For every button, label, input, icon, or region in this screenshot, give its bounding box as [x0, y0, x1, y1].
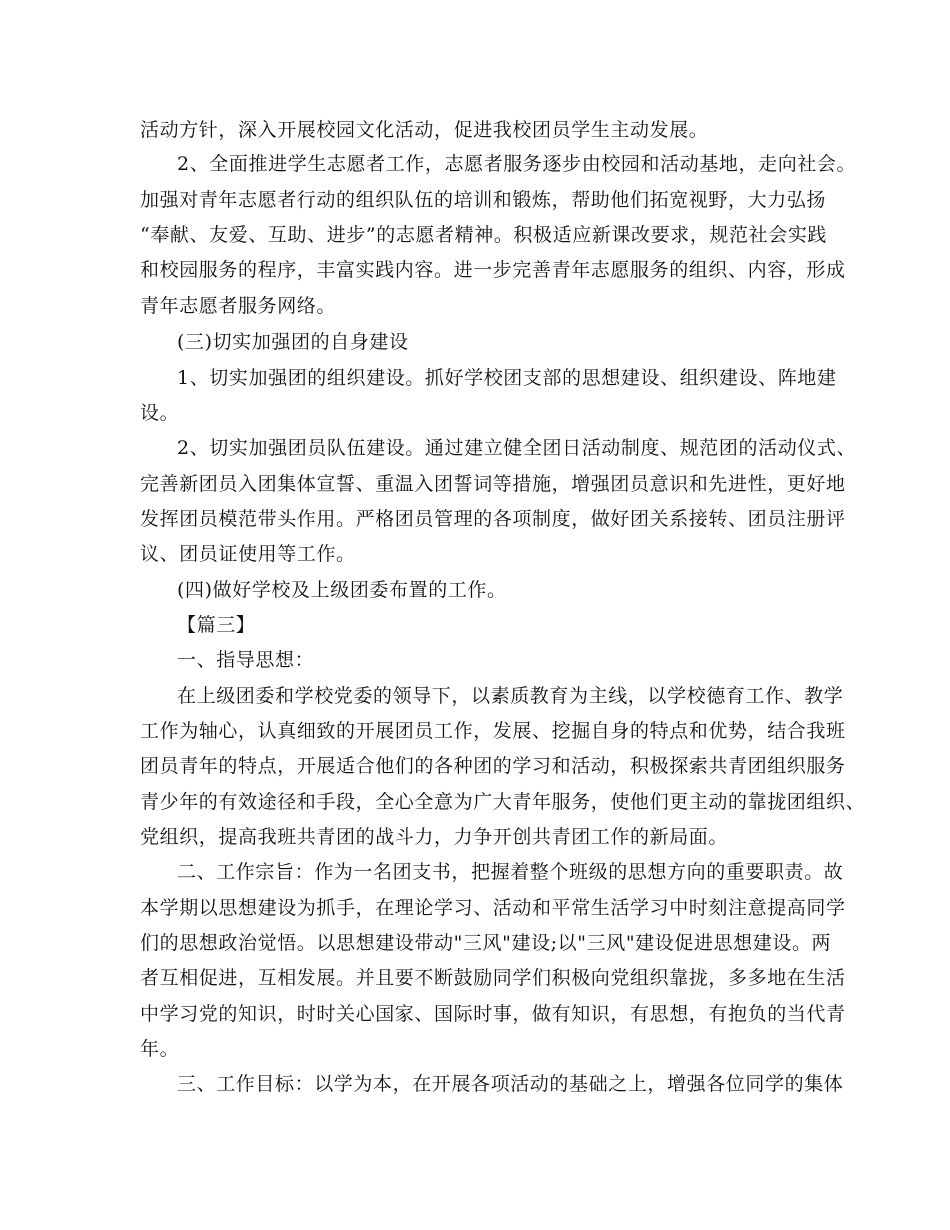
paragraph-line: 活动方针，深入开展校园文化活动，促进我校团员学生主动发展。: [140, 119, 709, 141]
paragraph-line: 中学习党的知识，时时关心国家、国际时事，做有知识，有思想，有抱负的当代青: [140, 1003, 846, 1025]
paragraph-line: 2、切实加强团员队伍建设。通过建立健全团日活动制度、规范团的活动仪式、: [177, 437, 857, 459]
paragraph-line: 完善新团员入团集体宣誓、重温入团誓词等措施，增强团员意识和先进性，更好地: [140, 473, 846, 495]
paragraph-line: 年。: [140, 1038, 180, 1060]
paragraph-line: 们的思想政治觉悟。以思想建设带动"三风"建设;以"三风"建设促进思想建设。两: [140, 932, 832, 954]
section-heading: (三)切实加强团的自身建设: [177, 331, 409, 353]
paragraph-line: 发挥团员模范带头作用。严格团员管理的各项制度，做好团关系接转、团员注册评: [140, 508, 846, 530]
paragraph-line: 工作为轴心，认真细致的开展团员工作，发展、挖掘自身的特点和优势，结合我班: [140, 720, 846, 742]
section-heading: (四)做好学校及上级团委布置的工作。: [177, 579, 507, 601]
paragraph-line: 在上级团委和学校党委的领导下，以素质教育为主线，以学校德育工作、教学: [177, 685, 844, 707]
paragraph-line: 青少年的有效途径和手段，全心全意为广大青年服务，使他们更主动的靠拢团组织、: [140, 791, 866, 813]
paragraph-line: 二、工作宗旨：作为一名团支书，把握着整个班级的思想方向的重要职责。故: [177, 861, 844, 883]
section-heading: 一、指导思想：: [177, 649, 315, 671]
paragraph-line: 者互相促进，互相发展。并且要不断鼓励同学们积极向党组织靠拢，多多地在生活: [140, 967, 846, 989]
paragraph-line: 2、全面推进学生志愿者工作，志愿者服务逐步由校园和活动基地，走向社会。: [177, 153, 857, 175]
paragraph-line: 设。: [140, 402, 180, 424]
paragraph-line: 党组织，提高我班共青团的战斗力，力争开创共青团工作的新局面。: [140, 826, 729, 848]
part-heading: 【篇三】: [177, 614, 256, 636]
paragraph-line: 议、团员证使用等工作。: [140, 543, 356, 565]
paragraph-line: 本学期以思想建设为抓手，在理论学习、活动和平常生活学习中时刻注意提高同学: [140, 897, 846, 919]
paragraph-line: “奉献、友爱、互助、进步”的志愿者精神。积极适应新课改要求，规范社会实践: [140, 224, 828, 246]
paragraph-line: 加强对青年志愿者行动的组织队伍的培训和锻炼，帮助他们拓宽视野，大力弘扬: [140, 189, 827, 211]
paragraph-line: 团员青年的特点，开展适合他们的各种团的学习和活动，积极探索共青团组织服务: [140, 755, 846, 777]
paragraph-line: 三、工作目标：以学为本，在开展各项活动的基础之上，增强各位同学的集体: [177, 1073, 844, 1095]
paragraph-line: 1、切实加强团的组织建设。抓好学校团支部的思想建设、组织建设、阵地建: [177, 367, 837, 389]
paragraph-line: 和校园服务的程序，丰富实践内容。进一步完善青年志愿服务的组织、内容，形成: [140, 259, 846, 281]
paragraph-line: 青年志愿者服务网络。: [140, 295, 337, 317]
